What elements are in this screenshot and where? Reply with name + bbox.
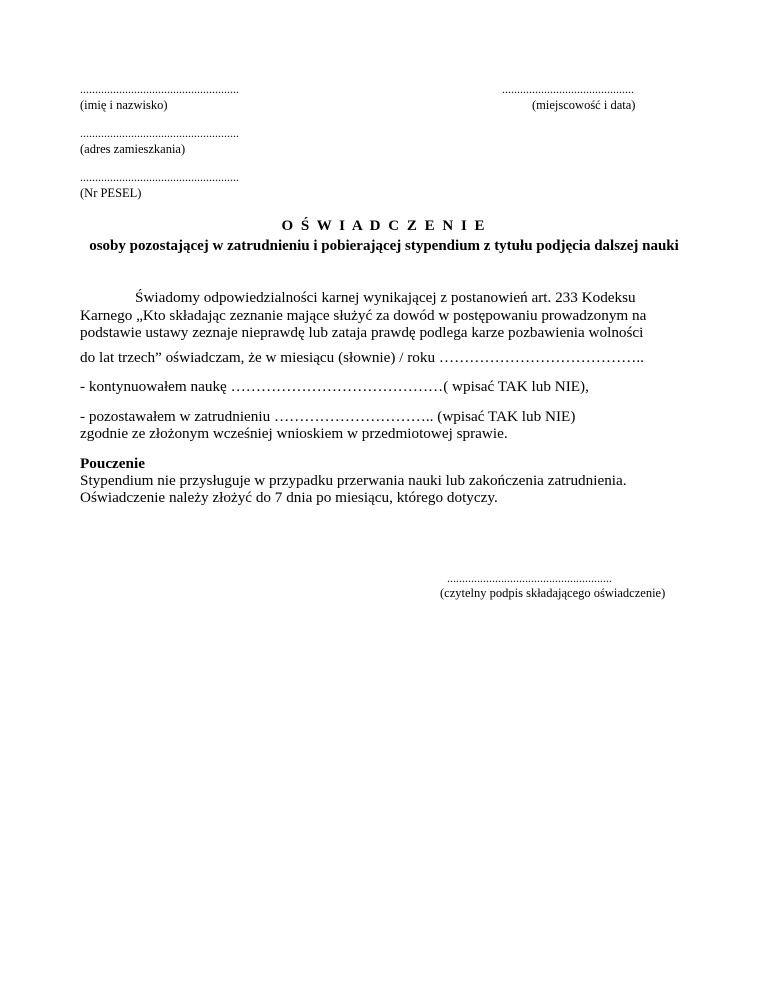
legal-paragraph: Świadomy odpowiedzialności karnej wynikającej z postanowień art. 233 Kodeksu Karnego „Kto składając zeznanie mające służyć za dowód w postępowaniu prowadzonym na podstawie ustawy zeznaje nieprawdę lub zataja prawdę podlega karze pozbawienia wolności bbox=[80, 289, 647, 341]
item-study: - kontynuowałem naukę ……………………………………( wpisać TAK lub NIE), bbox=[80, 378, 589, 395]
place-date-dots: ............................................ bbox=[502, 82, 634, 96]
notice-line-2: Oświadczenie należy złożyć do 7 dnia po miesiącu, którego dotyczy. bbox=[80, 489, 498, 506]
address-dots: ..................................................... bbox=[80, 126, 239, 140]
name-dots: ..................................................... bbox=[80, 82, 239, 96]
item-employment: - pozostawałem w zatrudnieniu ………………………….. (wpisać TAK lub NIE) bbox=[80, 408, 576, 425]
item-employment-continuation: zgodnie ze złożonym wcześniej wnioskiem w przedmiotowej sprawie. bbox=[80, 425, 508, 442]
place-date-label: (miejscowość i data) bbox=[532, 98, 636, 112]
pesel-label: (Nr PESEL) bbox=[80, 186, 142, 200]
notice-line-1: Stypendium nie przysługuje w przypadku przerwania nauki lub zakończenia zatrudnienia. bbox=[80, 472, 627, 489]
address-label: (adres zamieszkania) bbox=[80, 142, 186, 156]
declaration-line: do lat trzech” oświadczam, że w miesiącu (słownie) / roku ………………………………….. bbox=[80, 349, 644, 366]
document-title: O Ś W I A D C Z E N I E bbox=[281, 218, 487, 234]
name-label: (imię i nazwisko) bbox=[80, 98, 168, 112]
notice-heading: Pouczenie bbox=[80, 455, 145, 472]
signature-dots: ....................................................... bbox=[447, 571, 612, 585]
document-subtitle: osoby pozostającej w zatrudnieniu i pobierającej stypendium z tytułu podjęcia dalszej nauki bbox=[89, 238, 679, 254]
pesel-dots: ..................................................... bbox=[80, 170, 239, 184]
signature-label: (czytelny podpis składającego oświadczenie) bbox=[440, 586, 666, 600]
